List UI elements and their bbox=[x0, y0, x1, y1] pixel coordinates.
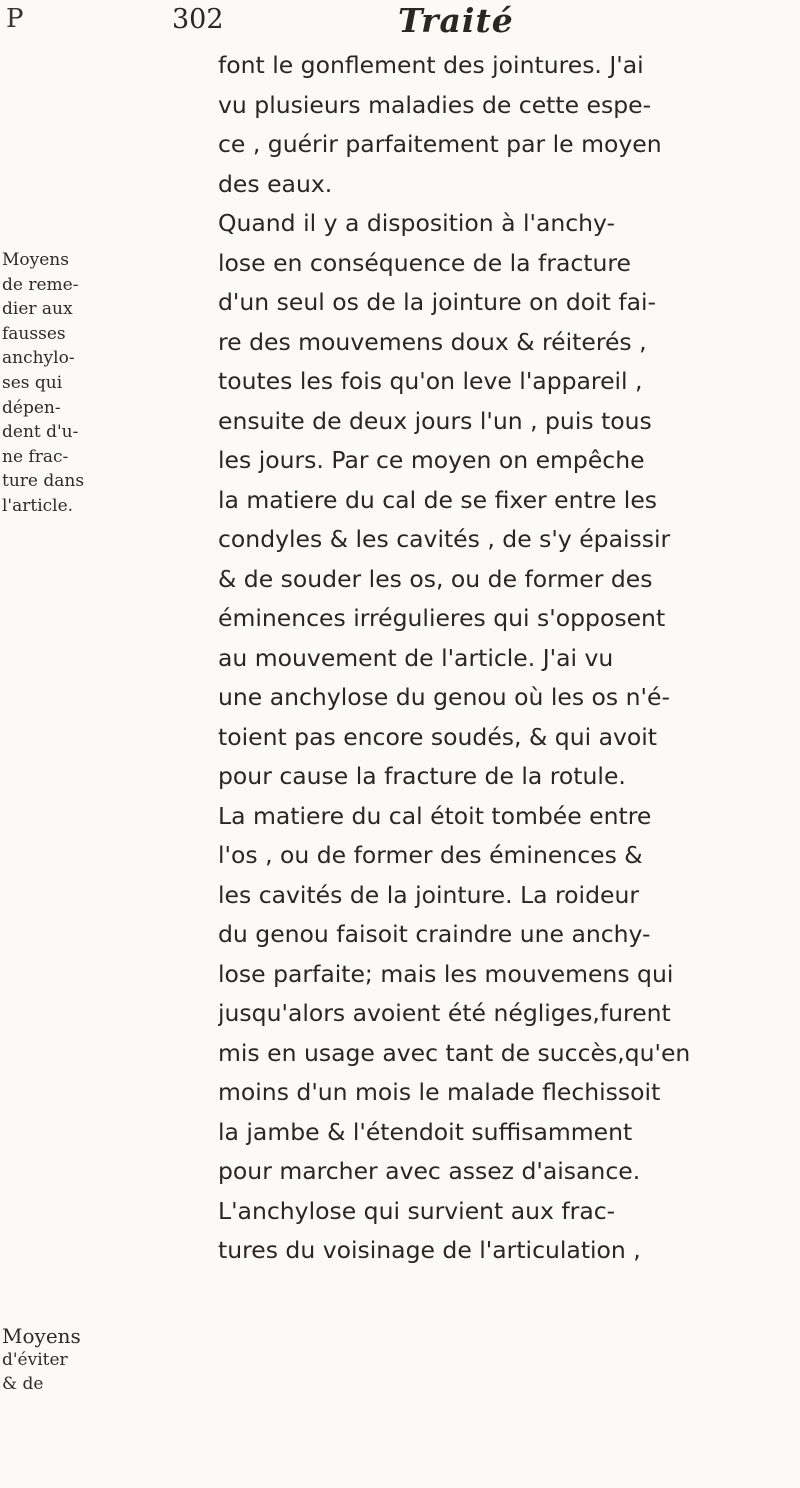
text-line: éminences irrégulieres qui s'opposent bbox=[218, 604, 666, 632]
text-line: moins d'un mois le malade flechissoit bbox=[218, 1078, 661, 1106]
marginal-line: fausses bbox=[2, 323, 66, 344]
marginal-line: dier aux bbox=[2, 299, 73, 320]
text-line: pour cause la fracture de la rotule. bbox=[218, 762, 626, 790]
text-line: font le gonflement des jointures. J'ai bbox=[218, 51, 644, 79]
text-line: toient pas encore soudés, & qui avoit bbox=[218, 722, 658, 751]
page-corner-mark: P bbox=[6, 4, 24, 34]
page-number: 302 bbox=[172, 4, 224, 35]
text-line: d'un seul os de la jointure on doit fai- bbox=[218, 288, 657, 316]
marginal-line: ture dans bbox=[2, 471, 85, 492]
text-line: vu plusieurs maladies de cette espe- bbox=[218, 90, 652, 119]
text-line: les jours. Par ce moyen on empêche bbox=[218, 446, 645, 474]
marginal-line: anchylo- bbox=[2, 348, 75, 369]
text-line: des eaux. bbox=[218, 169, 333, 198]
text-line: L'anchylose qui survient aux frac- bbox=[218, 1196, 616, 1225]
text-line: les cavités de la jointure. La roideur bbox=[218, 880, 640, 909]
marginal-line: Moyens bbox=[2, 1324, 81, 1348]
text-line: la jambe & l'étendoit suffisamment bbox=[218, 1117, 633, 1146]
text-line: une anchylose du genou où les os n'é- bbox=[218, 683, 670, 711]
text-line: au mouvement de l'article. J'ai vu bbox=[218, 643, 614, 672]
marginal-line: Moyens bbox=[2, 250, 69, 270]
text-line: & de souder les os, ou de former des bbox=[218, 564, 653, 593]
text-line: tures du voisinage de l'articulation , bbox=[218, 1236, 641, 1264]
text-line: La matiere du cal étoit tombée entre bbox=[218, 801, 652, 830]
marginal-line: dépen- bbox=[2, 397, 61, 418]
marginal-line: l'article. bbox=[2, 495, 74, 516]
marginal-line: d'éviter bbox=[2, 1350, 68, 1370]
marginal-line: ne frac- bbox=[2, 446, 69, 467]
text-line: re des mouvemens doux & réiterés , bbox=[218, 327, 647, 356]
marginal-note-anchylosis-remedies bbox=[2, 248, 130, 519]
text-line: lose en conséquence de la fracture bbox=[218, 248, 632, 277]
text-line: du genou faisoit craindre une anchy- bbox=[218, 920, 651, 948]
text-line: l'os , ou de former des éminences & bbox=[218, 841, 643, 869]
body-text bbox=[218, 46, 794, 1271]
text-line: ce , guérir parfaitement par le moyen bbox=[218, 130, 662, 158]
text-line: ensuite de deux jours l'un , puis tous bbox=[218, 406, 652, 435]
marginal-note-avoid-anchylosis bbox=[2, 1324, 130, 1396]
text-line: la matiere du cal de se fixer entre les bbox=[218, 485, 658, 514]
running-head bbox=[0, 1, 800, 48]
text-line: lose parfaite; mais les mouvemens qui bbox=[218, 959, 674, 988]
text-line: toutes les fois qu'on leve l'appareil , bbox=[218, 367, 643, 395]
text-line: jusqu'alors avoient été négliges,furent bbox=[218, 999, 671, 1027]
marginal-line: dent d'u- bbox=[2, 422, 79, 443]
marginal-line: & de bbox=[2, 1374, 44, 1394]
marginal-line: de reme- bbox=[2, 274, 79, 295]
marginal-line: ses qui bbox=[2, 372, 63, 393]
running-title: Traité bbox=[398, 1, 514, 40]
text-line: mis en usage avec tant de succès,qu'en bbox=[218, 1038, 691, 1067]
text-line: Quand il y a disposition à l'anchy- bbox=[218, 209, 616, 237]
text-line: pour marcher avec assez d'aisance. bbox=[218, 1157, 641, 1185]
text-line: condyles & les cavités , de s'y épaissir bbox=[218, 525, 671, 553]
